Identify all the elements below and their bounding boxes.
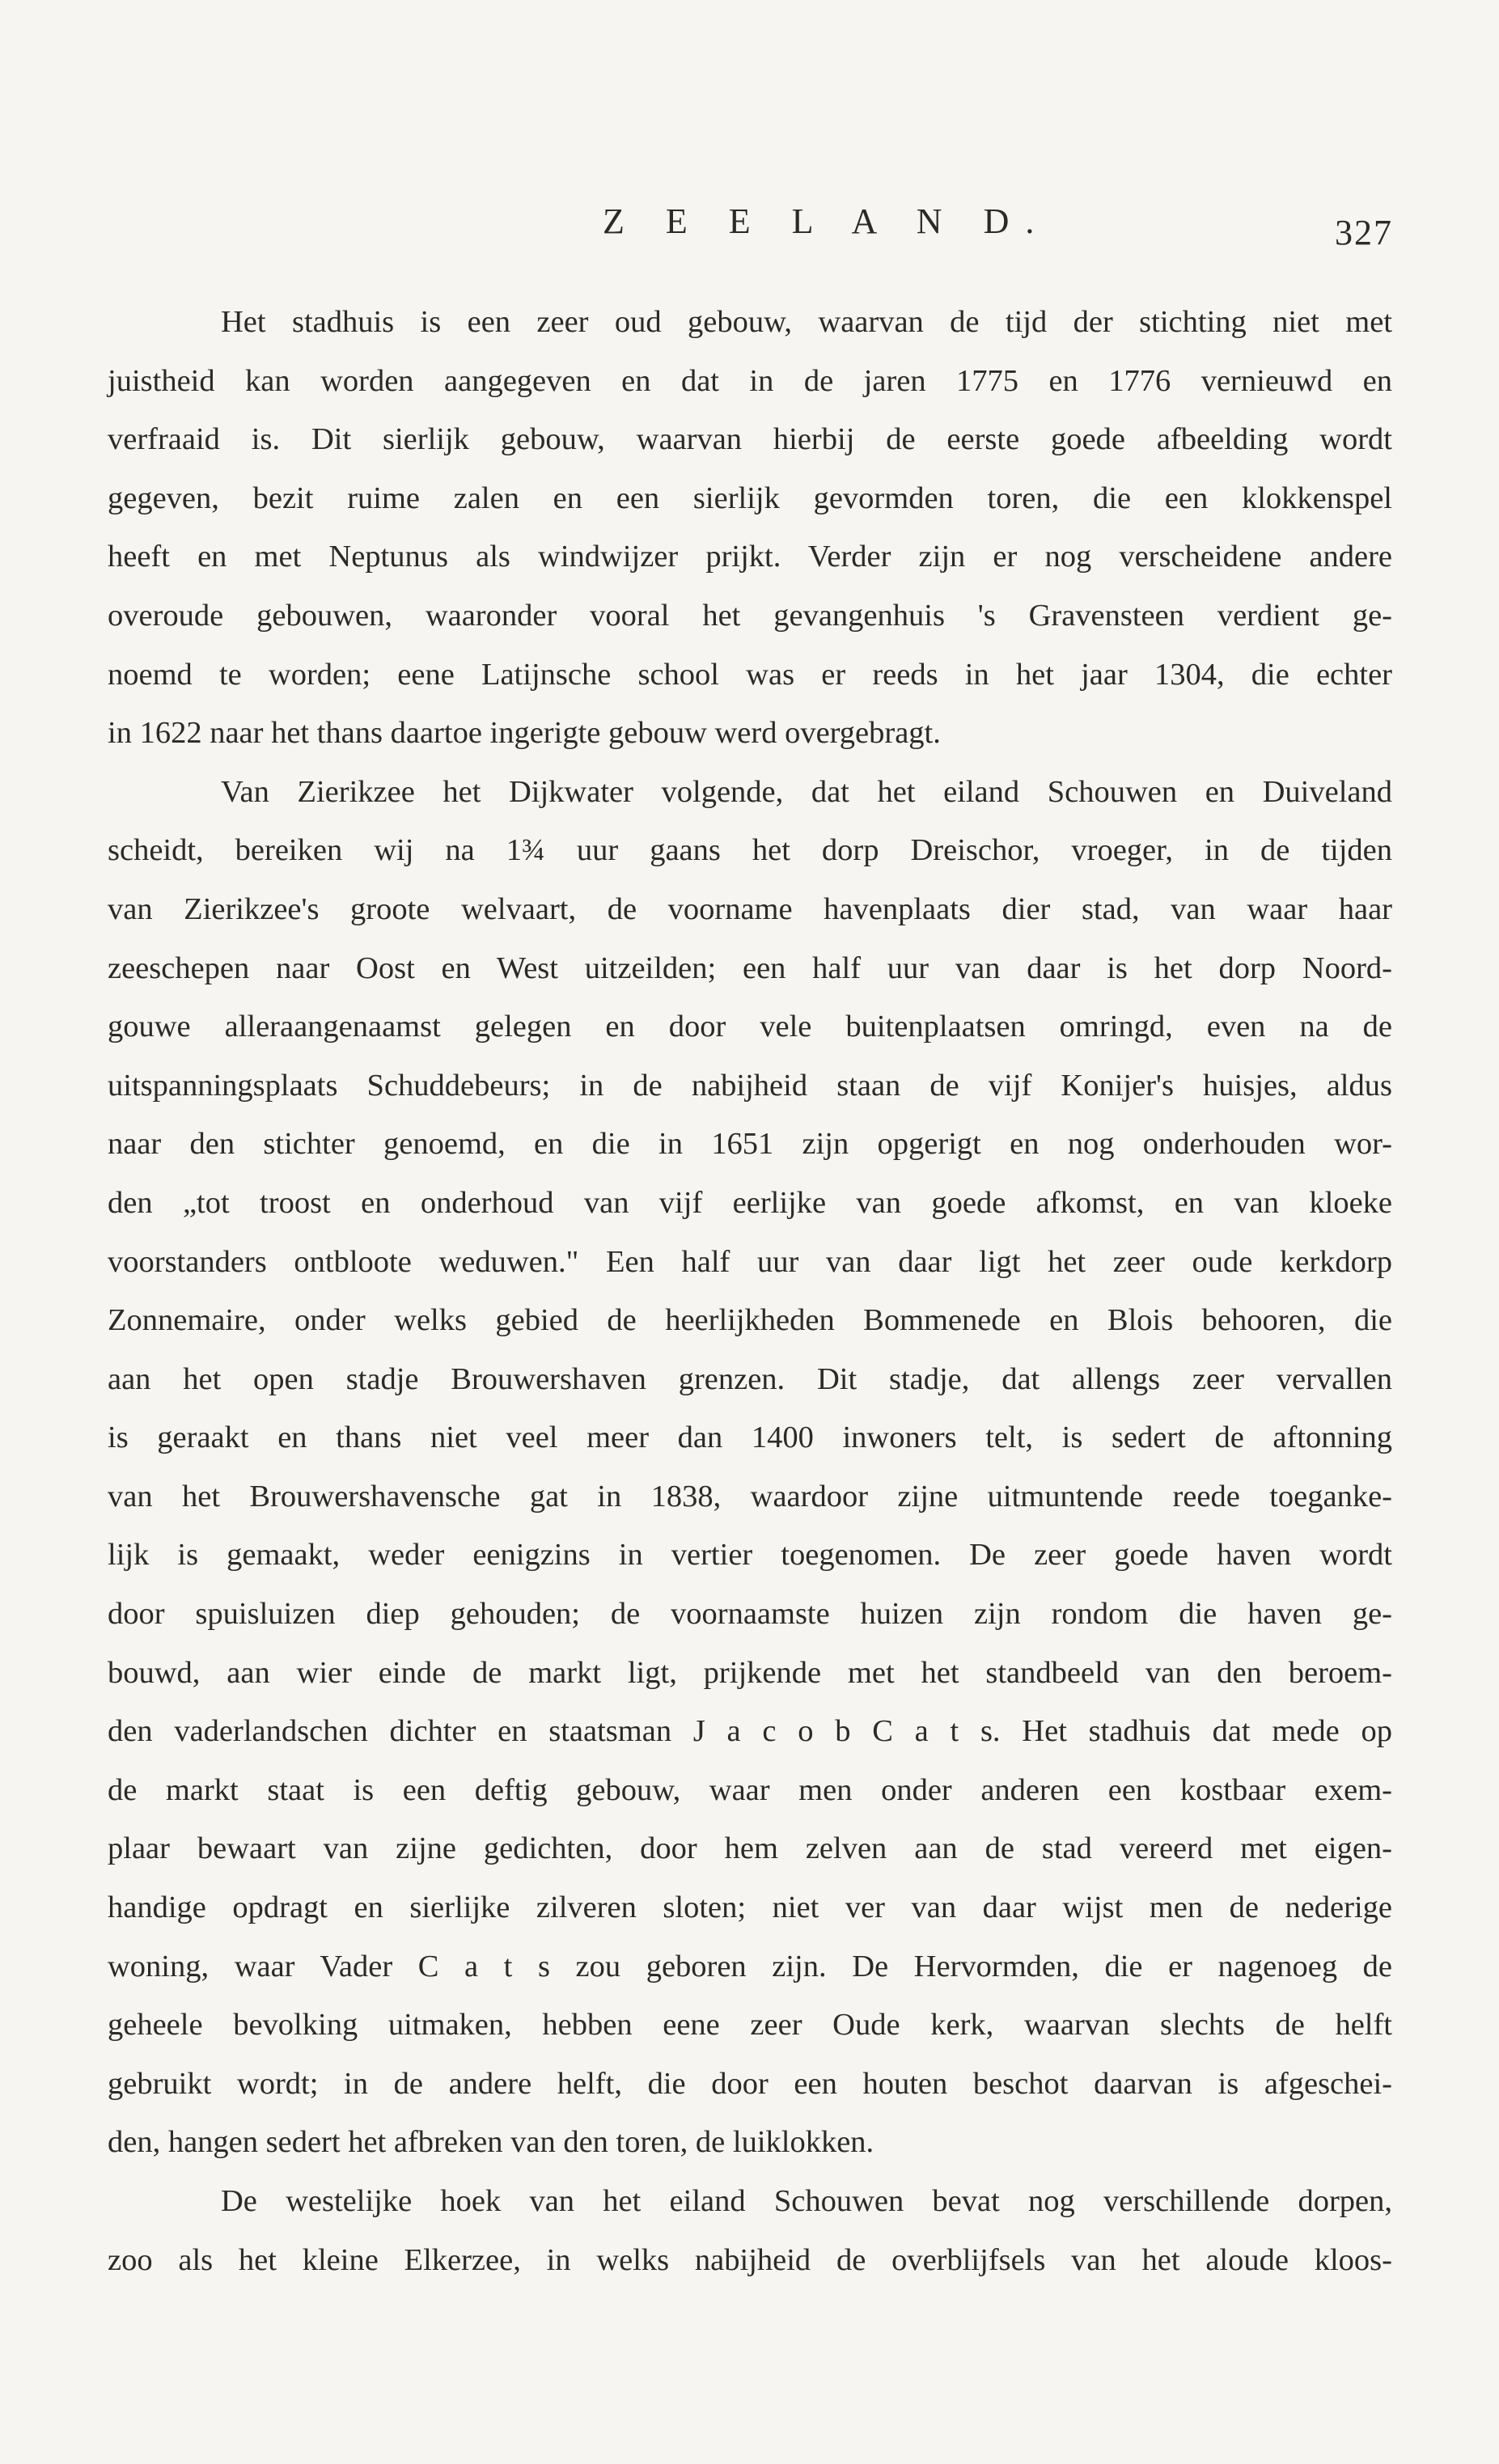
text-line: bouwd, aan wier einde de markt ligt, prijkende met het standbeeld van den beroem- xyxy=(108,1655,1392,1690)
text-line: uitspanningsplaats Schuddebeurs; in de nabijheid staan de vijf Konijer's huisjes, aldus xyxy=(108,1068,1392,1103)
text-line: woning, waar Vader C a t s zou geboren zijn. De Hervormden, die er nagenoeg de xyxy=(108,1949,1392,1983)
text-line: voorstanders ontbloote weduwen." Een half uur van daar ligt het zeer oude kerkdorp xyxy=(108,1244,1392,1279)
text-line: handige opdragt en sierlijke zilveren sloten; niet ver van daar wijst men de nederige xyxy=(108,1890,1392,1925)
text-line: door spuisluizen diep gehouden; de voornaamste huizen zijn rondom die haven ge- xyxy=(108,1597,1392,1632)
header-title: Z E E L A N D. xyxy=(603,201,1051,241)
text-line: gegeven, bezit ruime zalen en een sierlijk gevormden toren, die een klokkenspel xyxy=(108,481,1392,515)
text-line: den „tot troost en onderhoud van vijf eerlijke van goede afkomst, en van kloeke xyxy=(108,1185,1392,1220)
text-line: aan het open stadje Brouwershaven grenzen. Dit stadje, dat allengs zeer vervallen xyxy=(108,1361,1392,1396)
text-line: juistheid kan worden aangegeven en dat in de jaren 1775 en 1776 vernieuwd en xyxy=(108,363,1392,398)
paragraph xyxy=(108,2172,1392,2289)
text-line: gouwe alleraangenaamst gelegen en door vele buitenplaatsen omringd, even na de xyxy=(108,1010,1392,1044)
text-line: de markt staat is een deftig gebouw, waar men onder anderen een kostbaar exem- xyxy=(108,1772,1392,1807)
text-line: lijk is gemaakt, weder eenigzins in vertier toegenomen. De zeer goede haven wordt xyxy=(108,1538,1392,1573)
text-line: in 1622 naar het thans daartoe ingerigte gebouw werd overgebragt. xyxy=(108,716,941,751)
page-number: 327 xyxy=(1335,213,1393,252)
text-line: den, hangen sedert het afbreken van den toren, de luiklokken. xyxy=(108,2125,874,2160)
text-line: is geraakt en thans niet veel meer dan 1400 inwoners telt, is sedert de aftonning xyxy=(108,1420,1392,1455)
paragraph xyxy=(108,293,1392,763)
text-line: naar den stichter genoemd, en die in 1651 zijn opgerigt en nog onderhouden wor- xyxy=(108,1127,1392,1162)
text-line: Van Zierikzee het Dijkwater volgende, dat het eiland Schouwen en Duiveland xyxy=(221,774,1392,809)
text-line: overoude gebouwen, waaronder vooral het gevangenhuis 's Gravensteen verdient ge- xyxy=(108,598,1392,633)
text-line: gebruikt wordt; in de andere helft, die door een houten beschot daarvan is afgeschei- xyxy=(108,2066,1392,2101)
text-line: zeeschepen naar Oost en West uitzeilden; een half uur van daar is het dorp Noord- xyxy=(108,950,1392,985)
text-line: den vaderlandschen dichter en staatsman J a c o b C a t s. Het stadhuis dat mede op xyxy=(108,1714,1392,1749)
page-body xyxy=(108,293,1392,2289)
text-line: verfraaid is. Dit sierlijk gebouw, waarvan hierbij de eerste goede afbeelding wordt xyxy=(108,422,1392,457)
running-header xyxy=(0,201,1499,252)
text-line: plaar bewaart van zijne gedichten, door hem zelven aan de stad vereerd met eigen- xyxy=(108,1831,1392,1866)
text-line: geheele bevolking uitmaken, hebben eene zeer Oude kerk, waarvan slechts de helft xyxy=(108,2008,1392,2043)
text-line: zoo als het kleine Elkerzee, in welks nabijheid de overblijfsels van het aloude kloos- xyxy=(108,2242,1392,2277)
text-line: De westelijke hoek van het eiland Schouwen bevat nog verschillende dorpen, xyxy=(221,2184,1392,2218)
paragraph xyxy=(108,763,1392,2172)
text-line: Het stadhuis is een zeer oud gebouw, waarvan de tijd der stichting niet met xyxy=(221,305,1392,339)
text-line: heeft en met Neptunus als windwijzer prijkt. Verder zijn er nog verscheidene andere xyxy=(108,540,1392,574)
text-line: noemd te worden; eene Latijnsche school was er reeds in het jaar 1304, die echter xyxy=(108,657,1392,692)
text-line: van het Brouwershavensche gat in 1838, waardoor zijne uitmuntende reede toeganke- xyxy=(108,1479,1392,1514)
text-line: van Zierikzee's groote welvaart, de voorname havenplaats dier stad, van waar haar xyxy=(108,891,1392,926)
text-line: scheidt, bereiken wij na 1¾ uur gaans het dorp Dreischor, vroeger, in de tijden xyxy=(108,833,1392,868)
text-line: Zonnemaire, onder welks gebied de heerlijkheden Bommenede en Blois behooren, die xyxy=(108,1303,1392,1338)
